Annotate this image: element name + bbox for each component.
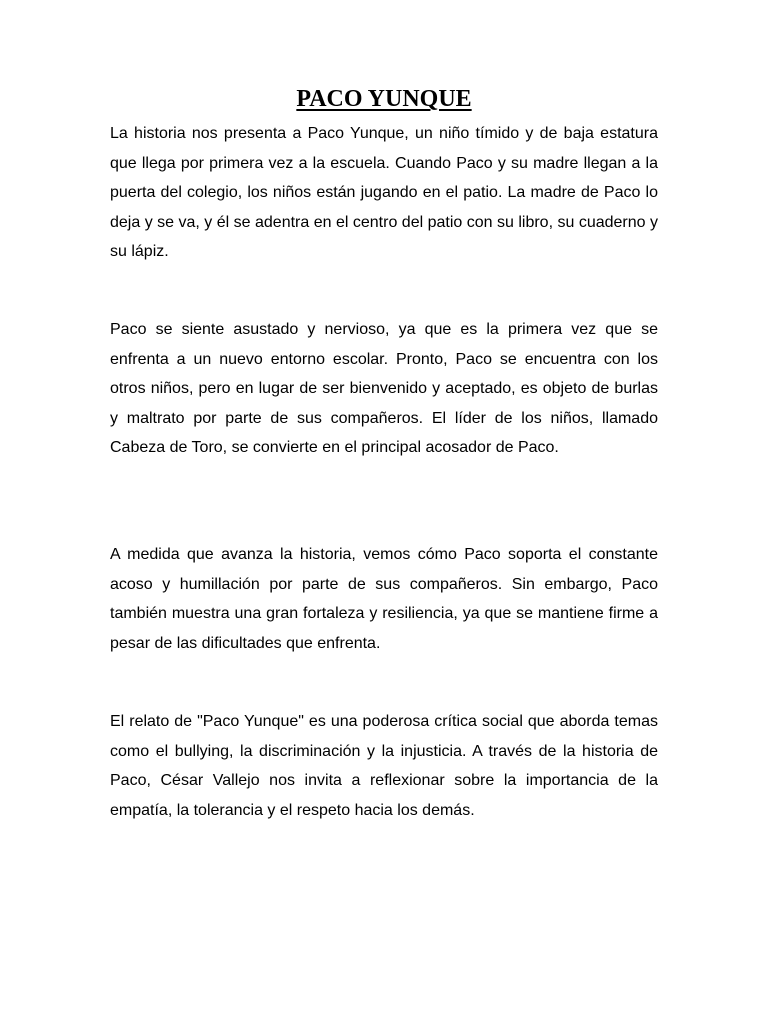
paragraph-2: Paco se siente asustado y nervioso, ya que es la primera vez que se enfrenta a un nuevo entorno escolar. Pronto, Paco se encuentra con los otros niños, pero en lugar de ser bienvenido y aceptado, es objeto de burlas y maltrato por parte de sus compañeros. El líder de los niños, llamado Cabeza de Toro, se convierte en el principal acosador de Paco. <box>110 321 658 456</box>
paragraph-1: La historia nos presenta a Paco Yunque, un niño tímido y de baja estatura que llega por primera vez a la escuela. Cuando Paco y su madre llegan a la puerta del colegio, los niños están jugando en el patio. La madre de Paco lo deja y se va, y él se adentra en el centro del patio con su libro, su cuaderno y su lápiz. <box>110 125 658 260</box>
paragraph-3: A medida que avanza la historia, vemos cómo Paco soporta el constante acoso y humillación por parte de sus compañeros. Sin embargo, Paco también muestra una gran fortaleza y resiliencia, ya que se mantiene firme a pesar de las dificultades que enfrenta. <box>110 546 658 652</box>
document-title: PACO YUNQUE <box>296 86 472 112</box>
paragraph-4: El relato de "Paco Yunque" es una poderosa crítica social que aborda temas como el bullying, la discriminación y la injusticia. A través de la historia de Paco, César Vallejo nos invita a reflexionar sobre la importancia de la empatía, la tolerancia y el respeto hacia los demás. <box>110 713 658 819</box>
